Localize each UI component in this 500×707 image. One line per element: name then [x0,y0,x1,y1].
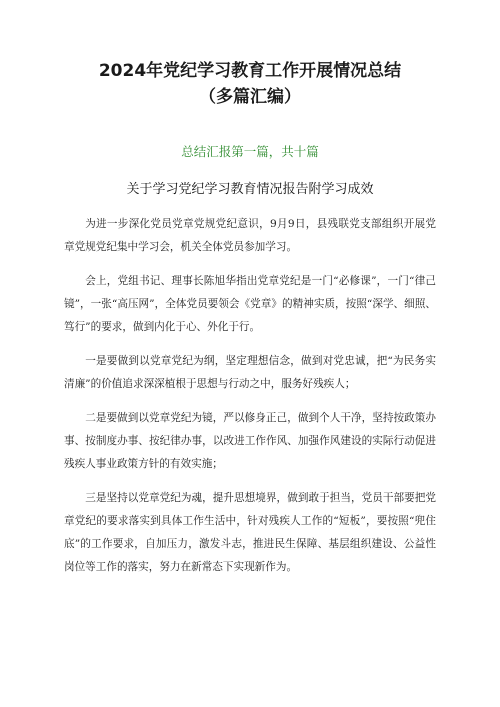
document-title-line-1: 2024年党纪学习教育工作开展情况总结 [98,61,402,81]
collection-label: 总结汇报第一篇，共十篇 [181,144,319,159]
document-title [64,0,436,110]
document-title-line-2: （多篇汇编） [199,87,301,107]
paragraph: 为进一步深化党员党章党规党纪意识，9月9日，县残联党支部组织开展党章党规党纪集中学习会，机关全体党员参加学习。 [64,218,436,253]
document-body [64,213,436,579]
paragraph: 会上，党组书记、理事长陈旭华指出党章党纪是一门“必修课”，一门“律己镜”，一张“高压网”，全体党员要领会《党章》的精神实质，按照“深学、细照、笃行”的要求，做到内化于心、外化于行。 [64,275,436,333]
paragraph: 三是坚持以党章党纪为魂，提升思想境界，做到敢于担当，党员干部要把党章党纪的要求落实到具体工作生活中，针对残疾人工作的“短板”，要按照“兜住底”的工作要求，自加压力，激发斗志，推进民生保障、基层组织建设、公益性岗位等工作的落实，努力在新常态下实现新作为。 [64,492,436,573]
paragraph: 二是要做到以党章党纪为镜，严以修身正己，做到个人干净，坚持按政策办事、按制度办事、按纪律办事，以改进工作作风、加强作风建设的实际行动促进残疾人事业政策方针的有效实施； [64,412,436,470]
paragraph: 一是要做到以党章党纪为纲，坚定理想信念，做到对党忠诚，把“为民务实清廉”的价值追求深深植根于思想与行动之中，服务好残疾人； [64,355,436,390]
section-title: 关于学习党纪学习教育情况报告附学习成效 [126,182,374,197]
